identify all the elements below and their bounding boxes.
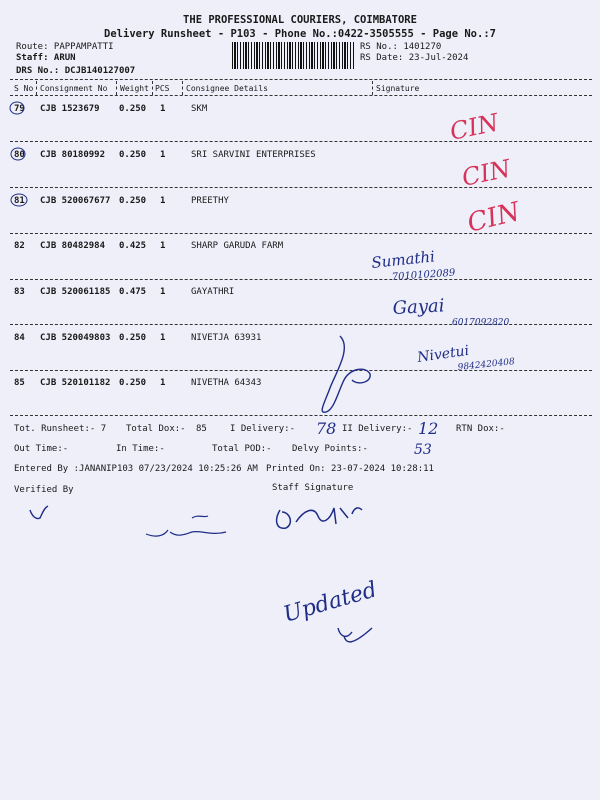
row-pcs: 1 [160, 378, 166, 388]
signature-82-number: 7010102089 [391, 267, 456, 283]
row-consignment: CJB 1523679 [40, 104, 100, 114]
row-consignment: CJB 520049803 [40, 333, 111, 343]
row-pcs: 1 [160, 196, 166, 206]
sno-circle-79 [10, 102, 24, 114]
row-consignment: CJB 520061185 [40, 287, 111, 297]
row-sno: 80 [14, 150, 25, 160]
signature-82-name: Sumathi [370, 247, 436, 272]
out-time-label: Out Time:- [14, 444, 69, 454]
row-consignee: PREETHY [191, 196, 229, 206]
row-weight: 0.250 [119, 378, 147, 388]
staff-label: Staff: ARUN [16, 53, 76, 63]
in-time-label: In Time:- [116, 444, 165, 454]
updated-note: Updated [280, 577, 380, 628]
row-consignment: CJB 80180992 [40, 150, 106, 160]
row-consignee: SRI SARVINI ENTERPRISES [191, 150, 316, 160]
row-sno: 84 [14, 333, 25, 343]
verified-signature-2 [146, 516, 226, 536]
total-pod-label: Total POD:- [212, 444, 272, 454]
row-sno: 83 [14, 287, 25, 297]
entered-by: Entered By :JANANIP103 07/23/2024 10:25:26 AM [14, 464, 258, 474]
cin-mark-2: CIN [459, 154, 514, 192]
rs-date: RS Date: 23-Jul-2024 [360, 53, 469, 63]
total-dox-label: Total Dox:- [126, 424, 186, 434]
verified-signature-1 [30, 506, 48, 519]
row-weight: 0.250 [119, 333, 147, 343]
row-pcs: 1 [160, 241, 166, 251]
company-title: THE PROFESSIONAL COURIERS, COIMBATORE [183, 14, 417, 26]
row-sno: 85 [14, 378, 25, 388]
row-weight: 0.250 [119, 104, 147, 114]
row-weight: 0.250 [119, 196, 147, 206]
i-delivery-label: I Delivery:- [230, 424, 296, 434]
cin-mark-1: CIN [447, 108, 502, 146]
row-consignment: CJB 520067677 [40, 196, 111, 206]
sno-circle-81 [11, 194, 27, 206]
row-weight: 0.250 [119, 150, 147, 160]
route-label: Route: PAPPAMPATTI [16, 42, 114, 52]
i-delivery-value: 78 [316, 419, 337, 438]
drs-number: DRS No.: DCJB140127007 [16, 66, 136, 76]
row-pcs: 1 [160, 333, 166, 343]
updated-initials [338, 628, 372, 642]
runsheet-subtitle: Delivery Runsheet - P103 - Phone No.:0422-3505555 - Page No.:7 [104, 28, 496, 40]
col-header-consignment: Consignment No [40, 84, 108, 93]
signature-83-name: Gayai [392, 295, 445, 319]
total-runsheet: Tot. Runsheet:- 7 [14, 424, 107, 434]
row-consignee: SHARP GARUDA FARM [191, 241, 284, 251]
col-header-pcs: PCS [155, 84, 170, 93]
row-weight: 0.425 [119, 241, 147, 251]
verified-by-label: Verified By [14, 485, 74, 495]
sno-circle-80 [11, 148, 25, 160]
printed-on: Printed On: 23-07-2024 10:28:11 [266, 464, 434, 474]
col-header-consignee: Consignee Details [186, 84, 268, 93]
row-consignee: NIVETJA 63931 [191, 333, 262, 343]
delvy-points-label: Delvy Points:- [292, 444, 368, 454]
staff-signature-scribble [277, 508, 362, 528]
delvy-points-value: 53 [414, 442, 432, 458]
total-dox-value: 85 [196, 424, 207, 434]
cin-mark-3: CIN [464, 196, 524, 239]
col-header-weight: Weight [120, 84, 149, 93]
col-header-sno: S No [14, 84, 34, 93]
rs-number: RS No.: 1401270 [360, 42, 442, 52]
row-consignment: CJB 520101182 [40, 378, 111, 388]
row-sno: 82 [14, 241, 25, 251]
ii-delivery-label: II Delivery:- [342, 424, 413, 434]
signature-83-number: 6017092820 [452, 318, 510, 328]
row-consignee: SKM [191, 104, 208, 114]
row-pcs: 1 [160, 104, 166, 114]
ii-delivery-value: 12 [418, 419, 439, 438]
row-weight: 0.475 [119, 287, 147, 297]
row-sno: 81 [14, 196, 25, 206]
signature-85-stroke [322, 336, 370, 412]
row-pcs: 1 [160, 287, 166, 297]
row-sno: 79 [14, 104, 25, 114]
signature-84-name: Nivetui [416, 342, 471, 366]
signature-84-number: 9842420408 [457, 357, 516, 373]
col-header-signature: Signature [376, 84, 420, 93]
row-pcs: 1 [160, 150, 166, 160]
row-consignment: CJB 80482984 [40, 241, 106, 251]
rtn-dox-label: RTN Dox:- [456, 424, 505, 434]
row-consignee: GAYATHRI [191, 287, 235, 297]
row-consignee: NIVETHA 64343 [191, 378, 262, 388]
staff-signature-label: Staff Signature [272, 483, 354, 493]
